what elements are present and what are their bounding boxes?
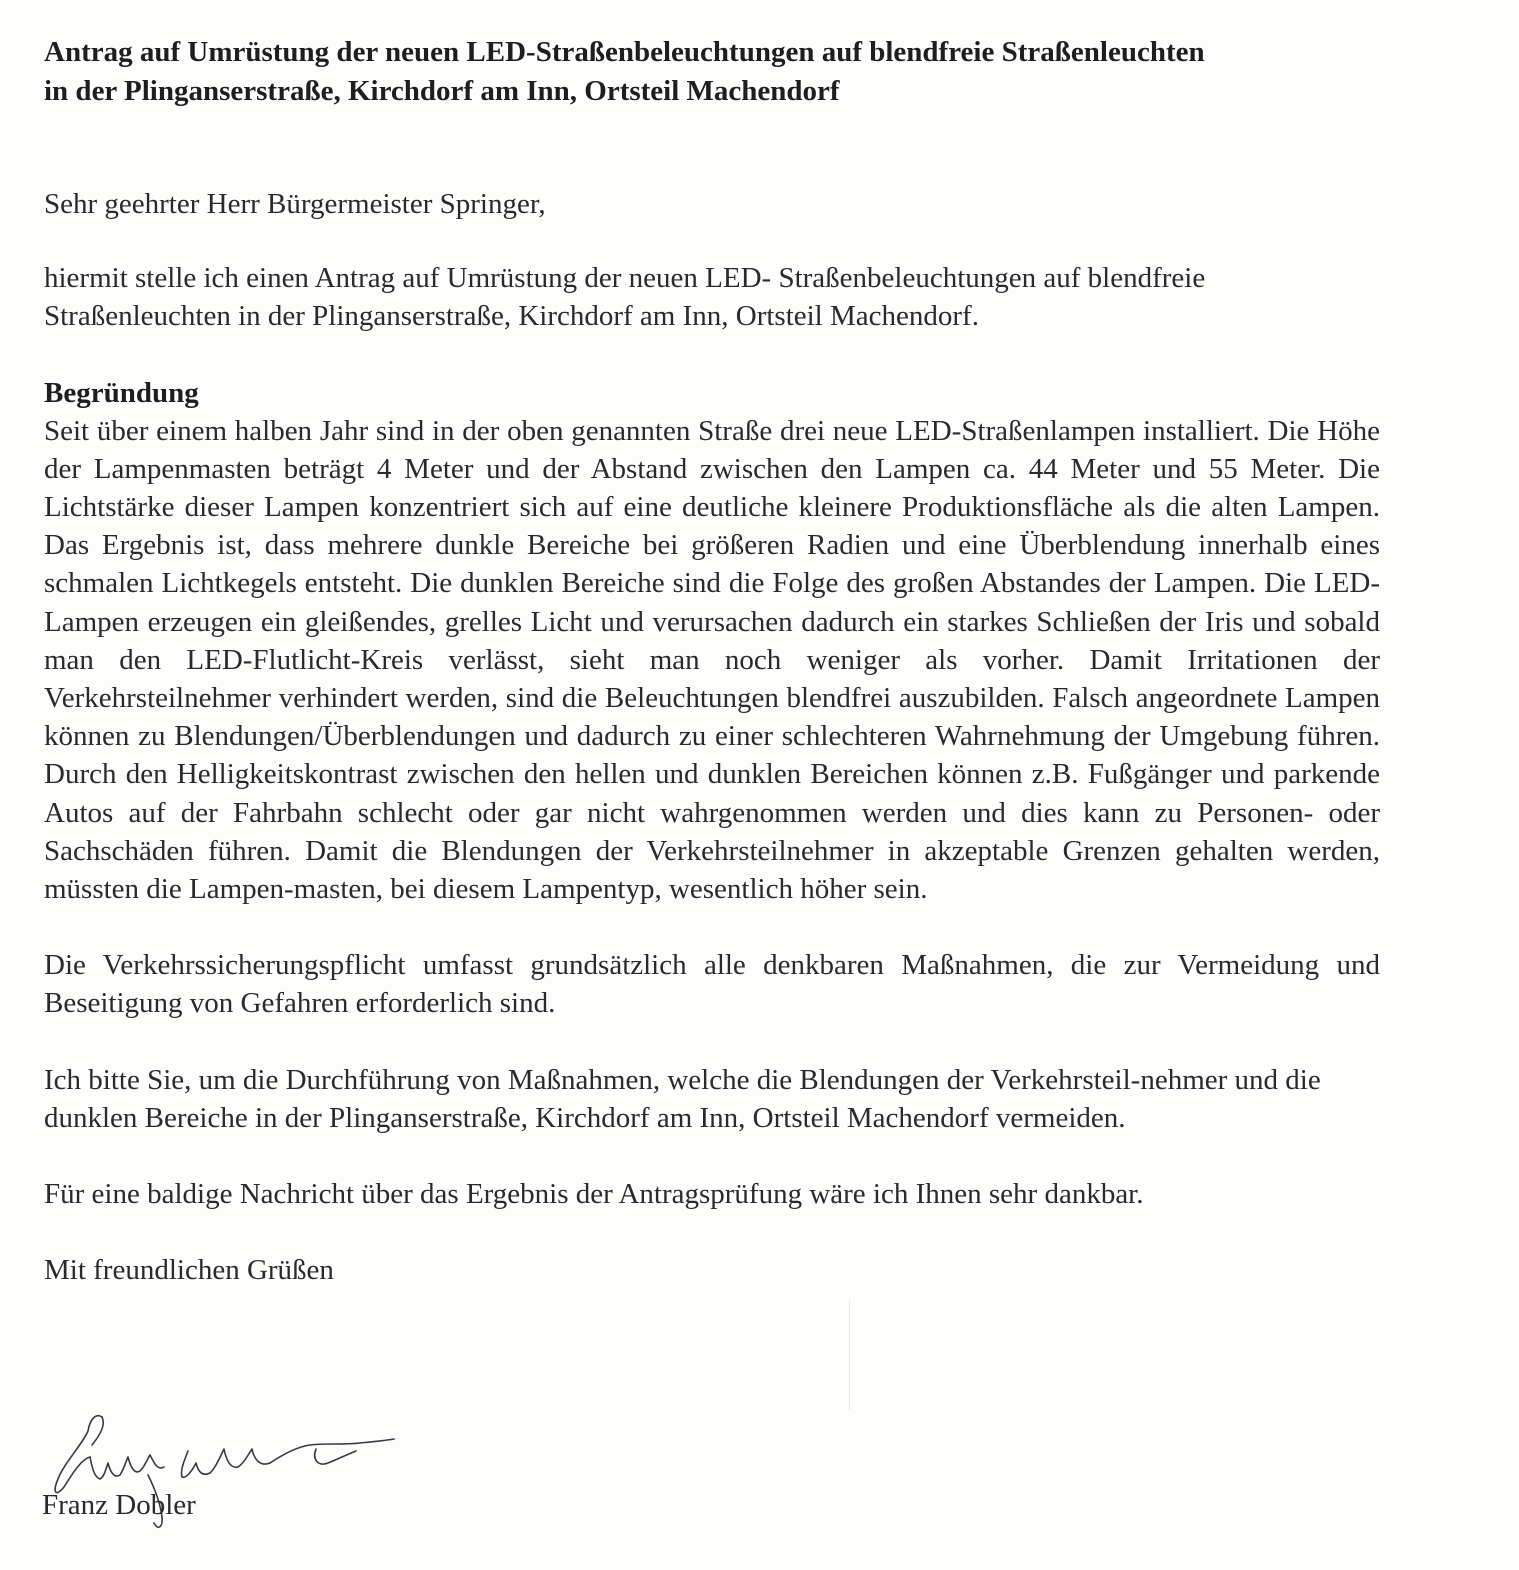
reason-paragraph: Seit über einem halben Jahr sind in der oben genannten Straße drei neue LED-Straßenlampen installiert. Die Höhe der Lampenmasten beträgt 4 Meter und der Abstand zwischen den Lampen ca. 44 Meter und 55 Meter. Die Lichtstärke dieser Lampen konzentriert sich auf eine deutliche kleinere Produktionsfläche als die alten Lampen. Das Ergebnis ist, dass mehrere dunkle Bereiche bei größeren Radien und eine Überblendung innerhalb eines schmalen Lichtkegels entsteht. Die dunklen Bereiche sind die Folge des großen Abstandes der Lampen. Die LED-Lampen erzeugen ein gleißendes, grelles Licht und verursachen dadurch ein starkes Schließen der Iris und sobald man den LED-Flutlicht-Kreis verlässt, sieht man noch weniger als vorher. Damit Irritationen der Verkehrsteilnehmer verhindert werden, sind die Beleuchtungen blendfrei auszubilden. Falsch angeordnete Lampen können zu Blendungen/Überblendungen und dadurch zu einer schlechteren Wahrnehmung der Umgebung führen. Durch den Helligkeitskontrast zwischen den hellen und dunklen Bereichen können z.B. Fußgänger und parkende Autos auf der Fahrbahn schlecht oder gar nicht wahrgenommen werden und dies kann zu Personen- oder Sachschäden führen. Damit die Blendungen der Verkehrsteilnehmer in akzeptable Grenzen gehalten werden, müssten die Lampen-masten, bei diesem Lampentyp, wesentlich höher sein. [44, 414, 1380, 906]
reason-heading: Begründung [44, 376, 199, 409]
thanks-paragraph: Für eine baldige Nachricht über das Ergebnis der Antragsprüfung wäre ich Ihnen sehr dankbar. [44, 1178, 1144, 1211]
salutation: Sehr geehrter Herr Bürgermeister Springer, [44, 188, 546, 220]
letter-subject [44, 33, 1380, 111]
letter-body [44, 33, 1380, 1289]
subject-line-2: in der Plinganserstraße, Kirchdorf am Inn, Ortsteil Machendorf [44, 75, 840, 107]
subject-line-1: Antrag auf Umrüstung der neuen LED-Straßenbeleuchtungen auf blendfreie Straßenleuchten [44, 36, 1205, 68]
intro-paragraph: hiermit stelle ich einen Antrag auf Umrüstung der neuen LED- Straßenbeleuchtungen auf blendfreie Straßenleuchten in der Plinganserstraße, Kirchdorf am Inn, Ortsteil Machendorf. [44, 262, 1206, 333]
safety-duty-paragraph: Die Verkehrssicherungspflicht umfasst grundsätzlich alle denkbaren Maßnahmen, die zur Vermeidung und Beseitigung von Gefahren erforderlich sind. [44, 949, 1380, 1020]
scan-fold-line [849, 1300, 850, 1410]
request-paragraph: Ich bitte Sie, um die Durchführung von Maßnahmen, welche die Blendungen der Verkehrsteil-nehmer und die dunklen Bereiche in der Plinganserstraße, Kirchdorf am Inn, Ortsteil Machendorf vermeiden. [44, 1063, 1321, 1134]
closing-formula: Mit freundlichen Grüßen [44, 1254, 334, 1287]
signer-name: Franz Dobler [42, 1489, 196, 1521]
